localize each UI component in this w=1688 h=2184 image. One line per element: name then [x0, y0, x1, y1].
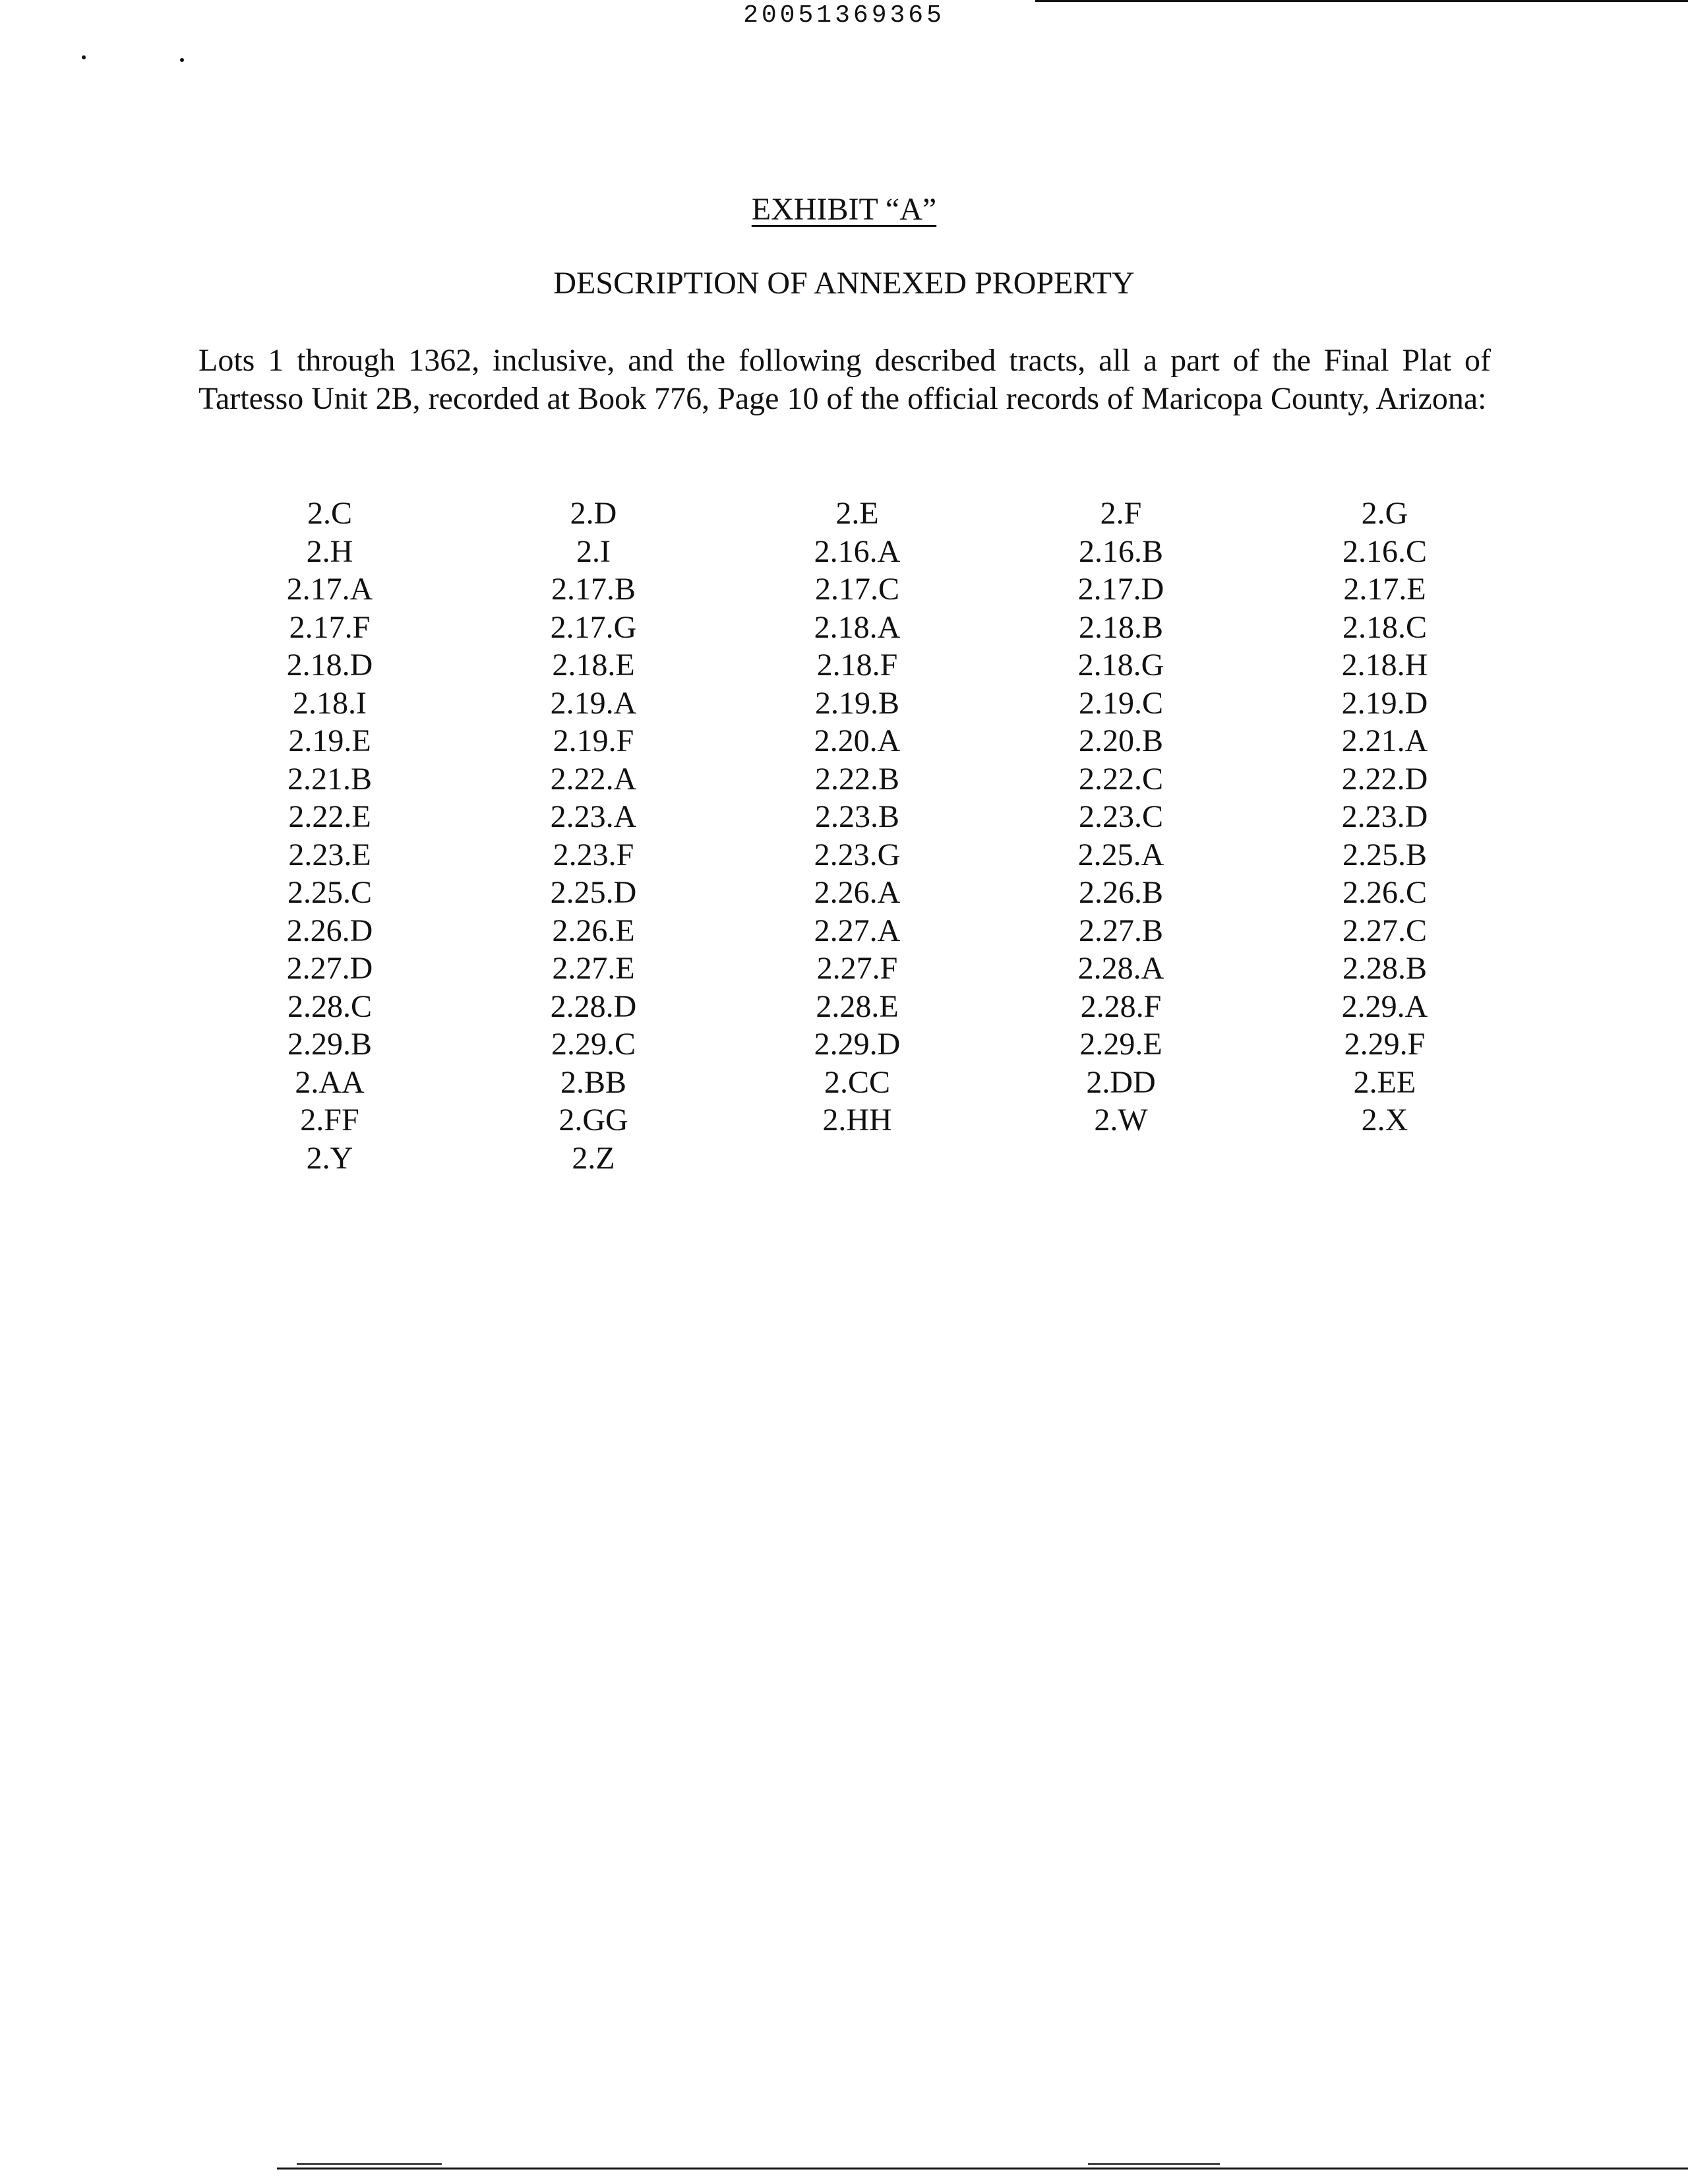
- tract-item: 2.GG: [558, 1103, 628, 1138]
- exhibit-title: [0, 191, 1688, 228]
- tract-item: 2.28.F: [1080, 988, 1162, 1024]
- tract-item: 2.23.D: [1341, 799, 1428, 834]
- tract-item: 2.Z: [572, 1140, 615, 1176]
- tract-item: 2.W: [1094, 1103, 1148, 1138]
- tract-item: 2.27.E: [552, 951, 635, 986]
- tract-item: 2.FF: [300, 1103, 359, 1138]
- tract-item: 2.22.B: [814, 761, 899, 797]
- tract-item: 2.Y: [306, 1140, 353, 1176]
- tract-item: 2.29.C: [551, 1027, 636, 1062]
- tract-item: 2.26.C: [1342, 875, 1427, 910]
- tract-item: 2.16.C: [1342, 533, 1427, 569]
- tract-item: 2.AA: [295, 1064, 365, 1100]
- tract-item: 2.28.B: [1342, 951, 1427, 986]
- recording-number: 20051369365: [743, 1, 945, 30]
- tract-item: 2.I: [576, 533, 611, 569]
- tract-item: 2.25.B: [1342, 837, 1427, 872]
- tract-item: 2.23.A: [550, 799, 637, 834]
- tract-item: 2.28.C: [287, 988, 372, 1024]
- tract-item: 2.16.A: [814, 533, 901, 569]
- tract-item: 2.28.A: [1077, 951, 1164, 986]
- tract-item: 2.17.C: [814, 572, 899, 607]
- tract-item: 2.17.E: [1343, 572, 1426, 607]
- tract-item: 2.E: [835, 496, 879, 531]
- tract-item: 2.H: [306, 533, 353, 569]
- tract-item: 2.18.I: [293, 685, 367, 721]
- tract-item: 2.19.D: [1341, 685, 1428, 721]
- intro-paragraph: Lots 1 through 1362, inclusive, and the following described tracts, all a part of the Final Plat of Tartesso Unit 2B, recorded at Book 776, Page 10 of the official records of Maricopa County, Arizona:: [198, 343, 1491, 416]
- tract-item: 2.26.B: [1078, 875, 1163, 910]
- tract-item: 2.16.B: [1078, 533, 1163, 569]
- tract-item: 2.18.H: [1341, 648, 1428, 682]
- tract-item: 2.17.B: [551, 572, 636, 607]
- tract-item: 2.29.F: [1344, 1027, 1426, 1062]
- tract-item: 2.26.A: [814, 875, 901, 910]
- tract-item: 2.18.G: [1077, 648, 1164, 682]
- tract-item: 2.23.G: [814, 837, 901, 872]
- tract-item: 2.18.A: [814, 609, 901, 645]
- tract-item: 2.19.A: [550, 685, 637, 721]
- tract-item: 2.25.A: [1077, 837, 1164, 872]
- tract-item: 2.17.D: [1077, 572, 1164, 607]
- tract-item: 2.23.F: [553, 837, 634, 872]
- tract-item: 2.22.E: [288, 799, 371, 834]
- tract-item: 2.25.D: [550, 875, 637, 910]
- bottom-rule: [277, 2168, 1688, 2169]
- tract-item: 2.EE: [1353, 1064, 1416, 1100]
- tract-item: 2.29.D: [814, 1027, 901, 1062]
- tract-item: 2.27.D: [286, 951, 373, 986]
- tract-item: 2.C: [307, 496, 352, 531]
- tract-item: 2.18.D: [286, 648, 373, 682]
- tract-item: 2.G: [1361, 496, 1408, 531]
- bottom-dash: [297, 2163, 442, 2165]
- scan-speck: [82, 55, 86, 59]
- tract-item: 2.29.E: [1079, 1027, 1162, 1062]
- tract-item: 2.20.B: [1078, 723, 1163, 758]
- tract-item: 2.22.A: [550, 761, 637, 797]
- tract-item: 2.CC: [824, 1064, 891, 1100]
- tract-item: 2.17.G: [550, 609, 637, 645]
- tract-item: 2.27.F: [816, 951, 898, 986]
- tract-item: 2.22.C: [1078, 761, 1163, 797]
- tract-item: 2.20.A: [814, 723, 901, 758]
- tract-item: 2.23.C: [1078, 799, 1163, 834]
- tract-item: 2.21.A: [1341, 723, 1428, 758]
- bottom-dash: [1088, 2163, 1220, 2165]
- tract-item: 2.27.C: [1342, 913, 1427, 948]
- tract-item: 2.22.D: [1341, 761, 1428, 797]
- tract-item: 2.19.F: [553, 723, 634, 758]
- tract-item: 2.18.F: [816, 648, 898, 682]
- section-heading: DESCRIPTION OF ANNEXED PROPERTY: [553, 266, 1135, 301]
- tract-item: 2.28.D: [550, 988, 637, 1024]
- tract-item: 2.29.A: [1341, 988, 1428, 1024]
- tract-item: 2.27.B: [1078, 913, 1163, 948]
- tract-item: 2.18.B: [1078, 609, 1163, 645]
- tract-item: 2.26.D: [286, 913, 373, 948]
- tract-item: 2.29.B: [287, 1027, 372, 1062]
- exhibit-title-text: EXHIBIT “A”: [751, 192, 937, 227]
- tract-item: 2.DD: [1086, 1064, 1156, 1100]
- tract-item: 2.D: [570, 496, 617, 531]
- tract-item: 2.28.E: [816, 988, 899, 1024]
- tract-item: 2.F: [1100, 496, 1142, 531]
- tract-item: 2.26.E: [552, 913, 635, 948]
- tract-item: 2.21.B: [287, 761, 372, 797]
- tract-list: [198, 495, 1517, 1177]
- tract-item: 2.18.C: [1342, 609, 1427, 645]
- tract-item: 2.18.E: [552, 648, 635, 682]
- tract-item: 2.27.A: [814, 913, 901, 948]
- tract-item: 2.23.E: [288, 837, 371, 872]
- tract-item: 2.19.C: [1078, 685, 1163, 721]
- tract-item: 2.19.B: [814, 685, 899, 721]
- scan-speck: [180, 58, 184, 62]
- tract-item: 2.17.A: [286, 572, 373, 607]
- tract-item: 2.19.E: [288, 723, 371, 758]
- tract-item: 2.BB: [560, 1064, 627, 1100]
- tract-item: 2.25.C: [287, 875, 372, 910]
- tract-item: 2.X: [1361, 1103, 1408, 1138]
- tract-item: 2.23.B: [814, 799, 899, 834]
- tract-item: 2.HH: [822, 1103, 892, 1138]
- tract-item: 2.17.F: [289, 609, 371, 645]
